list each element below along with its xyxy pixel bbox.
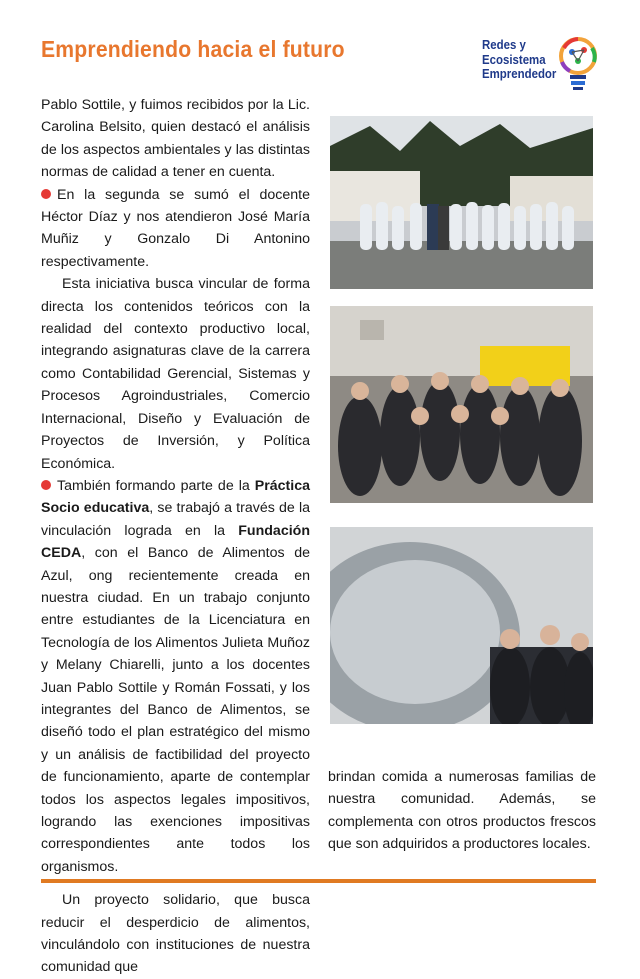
paragraph-4-mid: , se trabajó a través de la vinculación lograda en la (41, 500, 310, 539)
footer-rule (41, 879, 596, 883)
logo-text (482, 38, 556, 82)
paragraph-4-post: , con el Banco de Alimentos de Azul, ong recientemente creada en nuestra ciudad. En un trabajo conjunto entre estudiantes de la Licenciatura en Tecnología de los Alimentos Julieta Muñoz y Melany Chiarelli, junto a los docentes Juan Pablo Sottile y Román Fossati, y los integrantes del Banco de Alimentos, se diseñó todo el plan estratégico del mismo y un análisis de factibilidad del proyecto de funcionamiento, aparte de contemplar todos los aspectos legales impositivos, logrando las exenciones impositivas correspondientes ante todos los organismos. (41, 545, 310, 875)
logo-line-2: Ecosistema (482, 51, 546, 67)
fundacion-ceda: Fundación CEDA (41, 522, 310, 562)
paragraph-2 (41, 184, 310, 274)
paragraph-2-text: En la segunda se sumó el docente Héctor Díaz y nos atendieron José María Muñiz y Gonzalo Di Antonino respectivamente. (41, 186, 310, 270)
photo-group-indoors (330, 306, 593, 503)
left-column (41, 94, 310, 979)
paragraph-4-pre: También formando parte de la (57, 477, 255, 494)
lightbulb-network-icon (556, 34, 600, 96)
right-column (328, 766, 596, 856)
paragraph-right-1: brindan comida a numerosas familias de nuestra comunidad. Además, se complementa con otros productos frescos que son adquiridos a productores locales. (328, 769, 596, 853)
brand-logo (482, 34, 602, 98)
photo-group-outdoors (330, 116, 593, 289)
paragraph-1: Pablo Sottile, y fuimos recibidos por la Lic. Carolina Belsito, quien destacó el análisis de los aspectos ambientales y las distintas normas de calidad a tener en cuenta. (41, 97, 310, 181)
logo-line-3: Emprendedor (482, 66, 557, 81)
paragraph-4 (41, 475, 310, 878)
paragraph-5: Un proyecto solidario, que busca reducir el desperdicio de alimentos, vinculándolo con instituciones de nuestra comunidad que (41, 892, 310, 976)
bullet-icon (41, 189, 51, 199)
paragraph-3: Esta iniciativa busca vincular de forma directa los contenidos teóricos con la realidad del contexto productivo local, integrando asignaturas clave de la carrera como Contabilidad Gerencial, Sistemas y Procesos Agroindustriales, Comercio Internacional, Diseño y Evaluación de Proyectos de Inversión, y Política Económica. (41, 276, 310, 472)
practica-socio-educativa: Práctica Socio educativa (41, 477, 310, 517)
logo-line-1: Redes y (482, 37, 526, 52)
photo-students-equipment (330, 527, 593, 724)
bullet-icon (41, 480, 51, 490)
page-title: Emprendiendo hacia el futuro (41, 36, 345, 62)
